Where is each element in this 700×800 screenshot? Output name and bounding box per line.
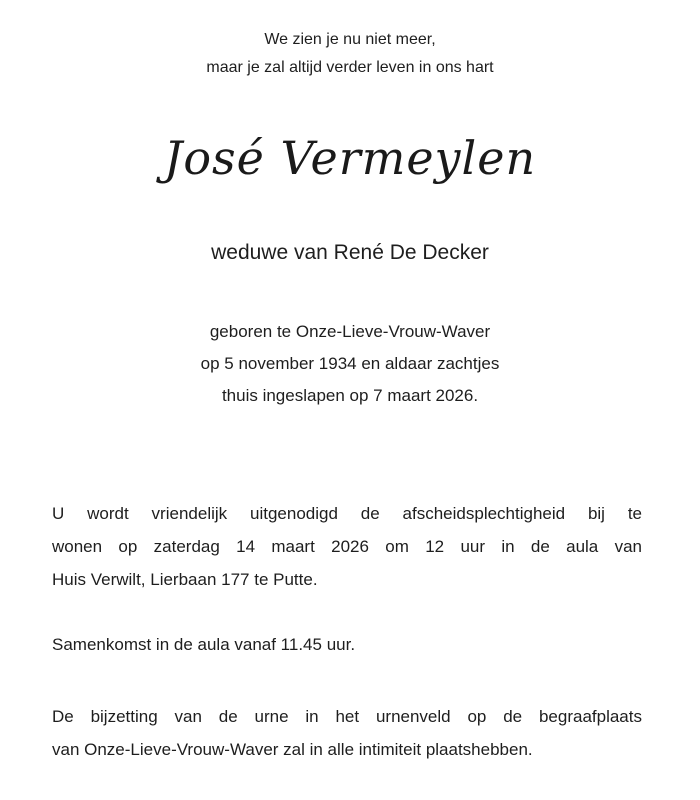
- widow-of-line: weduwe van René De Decker: [211, 241, 489, 264]
- memorial-quote: [0, 26, 700, 82]
- quote-line-2: maar je zal altijd verder leven in ons hart: [206, 59, 494, 76]
- birth-line-2: op 5 november 1934 en aldaar zachtjes: [200, 354, 500, 373]
- birth-line-3: thuis ingeslapen op 7 maart 2026.: [221, 386, 479, 405]
- birth-death-details: [0, 316, 700, 412]
- invitation-paragraph: [52, 497, 642, 596]
- invitation-line-1: U wordt vriendelijk uitgenodigd de afscheidsplechtigheid bij te: [52, 504, 642, 523]
- quote-line-1: We zien je nu niet meer,: [264, 31, 436, 48]
- burial-line-2: van Onze-Lieve-Vrouw-Waver zal in alle intimiteit plaatshebben.: [52, 740, 533, 759]
- gathering-paragraph: Samenkomst in de aula vanaf 11.45 uur.: [52, 635, 356, 654]
- deceased-name: José Vermeylen: [163, 131, 537, 185]
- burial-paragraph: [52, 700, 642, 766]
- birth-line-1: geboren te Onze-Lieve-Vrouw-Waver: [209, 322, 491, 341]
- burial-line-1: De bijzetting van de urne in het urnenveld op de begraafplaats: [52, 707, 642, 726]
- invitation-line-2: wonen op zaterdag 14 maart 2026 om 12 uur in de aula van: [52, 537, 642, 556]
- invitation-line-3: Huis Verwilt, Lierbaan 177 te Putte.: [52, 570, 318, 589]
